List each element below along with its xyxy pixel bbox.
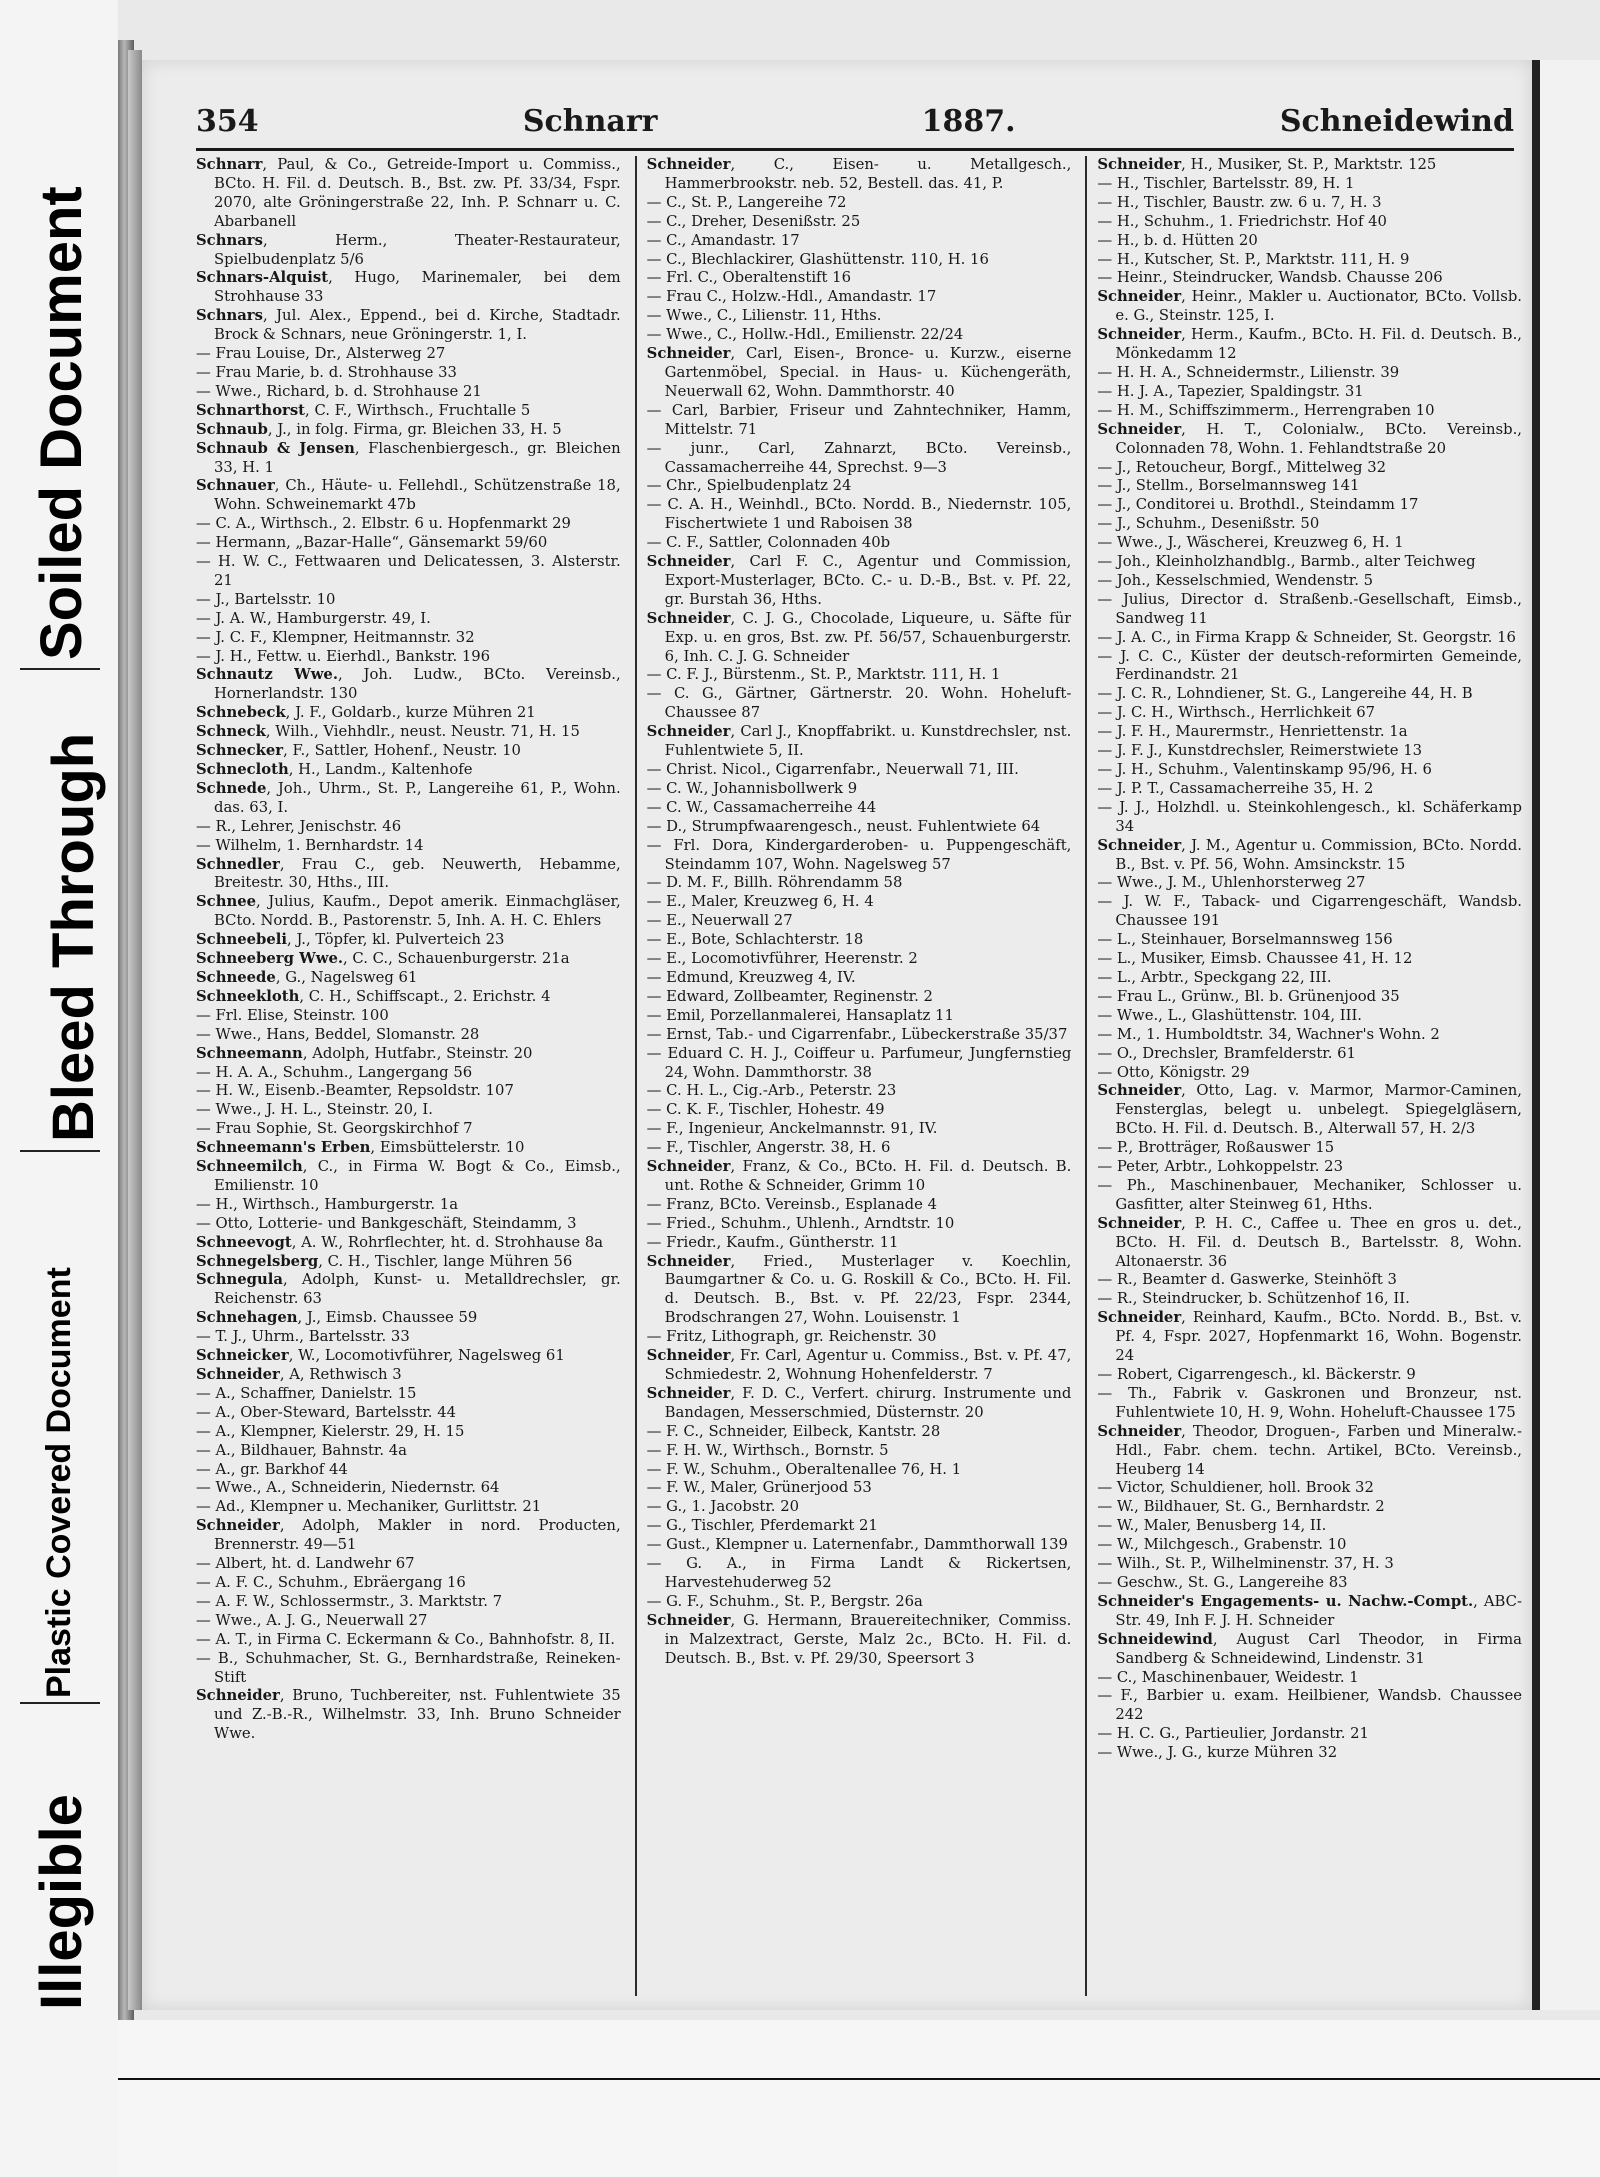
directory-entry: — C. W., Johannisbollwerk 9 bbox=[646, 779, 858, 797]
directory-entry: Schnebeck, J. F., Goldarb., kurze Mühren 21 bbox=[196, 704, 536, 722]
directory-entry: — C., Maschinenbauer, Weidestr. 1 bbox=[1097, 1668, 1359, 1686]
directory-entry: — Christ. Nicol., Cigarrenfabr., Neuerwall 71, III. bbox=[646, 761, 1019, 778]
directory-entry: — R., Lehrer, Jenischstr. 46 bbox=[196, 817, 402, 835]
directory-entry: — Emil, Porzellanmalerei, Hansaplatz 11 bbox=[646, 1006, 954, 1024]
directory-entry: Schneemann's Erben, Eimsbüttelerstr. 10 bbox=[196, 1139, 525, 1157]
directory-entry: — Frau Louise, Dr., Alsterweg 27 bbox=[196, 345, 446, 363]
directory-entry: — Wwe., J. H. L., Steinstr. 20, I. bbox=[196, 1101, 433, 1119]
directory-entry: — C., Dreher, Desenißstr. 25 bbox=[646, 212, 861, 230]
directory-entry: — Chr., Spielbudenplatz 24 bbox=[646, 477, 852, 495]
directory-entry: — A., Ober-Steward, Bartelsstr. 44 bbox=[196, 1403, 457, 1421]
directory-entry: — F., Ingenieur, Anckelmannstr. 91, IV. bbox=[646, 1120, 938, 1138]
directory-entry: — B., Schuhmacher, St. G., Bernhardstraße, Reineken-Stift bbox=[196, 1649, 621, 1686]
directory-entry: — C., Amandastr. 17 bbox=[646, 231, 800, 249]
directory-entry: — H., Tischler, Bartelsstr. 89, H. 1 bbox=[1097, 174, 1355, 192]
directory-entry: — M., 1. Humboldtstr. 34, Wachner's Wohn. 2 bbox=[1097, 1025, 1440, 1043]
directory-entry: — F. W., Schuhm., Oberaltenallee 76, H. 1 bbox=[646, 1460, 962, 1478]
directory-entry: Schneider, C., Eisen- u. Metallgesch., Hammerbrookstr. neb. 52, Bestell. das. 41, P. bbox=[646, 156, 1072, 192]
guide-word-right: Schneidewind bbox=[1279, 104, 1514, 139]
directory-entry: — Wwe., J. G., kurze Mühren 32 bbox=[1097, 1744, 1338, 1762]
directory-entry: — J. F. H., Maurermstr., Henriettenstr. 1a bbox=[1097, 723, 1408, 741]
directory-entry: — Wilh., St. P., Wilhelminenstr. 37, H. 3 bbox=[1097, 1555, 1394, 1573]
directory-entry: — G. A., in Firma Landt & Rickertsen, Harvestehuderweg 52 bbox=[646, 1555, 1072, 1591]
directory-entry: — G., 1. Jacobstr. 20 bbox=[646, 1498, 800, 1516]
directory-entry: — Wilhelm, 1. Bernhardstr. 14 bbox=[196, 836, 424, 854]
directory-entry: — Frl. Dora, Kindergarderoben- u. Puppengeschäft, Steindamm 107, Wohn. Nagelsweg 57 bbox=[646, 836, 1072, 873]
directory-entry: — W., Milchgesch., Grabenstr. 10 bbox=[1097, 1536, 1347, 1554]
directory-entry: — O., Drechsler, Bramfelderstr. 61 bbox=[1097, 1044, 1356, 1062]
directory-entry: Schneebeli, J., Töpfer, kl. Pulverteich 23 bbox=[196, 931, 505, 949]
directory-entry: — Joh., Kleinholzhandblg., Barmb., alter Teichweg bbox=[1097, 553, 1476, 571]
directory-entry: — W., Bildhauer, St. G., Bernhardstr. 2 bbox=[1097, 1498, 1385, 1516]
directory-entry: Schneidewind, August Carl Theodor, in Firma Sandberg & Schneidewind, Lindenstr. 31 bbox=[1097, 1630, 1523, 1667]
directory-entry: Schneider, Herm., Kaufm., BCto. H. Fil. d. Deutsch. B., Mönkedamm 12 bbox=[1097, 326, 1523, 363]
directory-entry: — Julius, Director d. Straßenb.-Gesellschaft, Eimsb., Sandweg 11 bbox=[1097, 590, 1523, 627]
directory-entry: Schnee, Julius, Kaufm., Depot amerik. Einmachgläser, BCto. Nordd. B., Pastorenstr. 5, Inh. A. H. C. Ehlers bbox=[196, 893, 621, 930]
directory-entry: Schneider, H., Musiker, St. P., Marktstr. 125 bbox=[1097, 156, 1437, 173]
directory-entry: Schneider, P. H. C., Caffee u. Thee en gros u. det., BCto. H. Fil. d. Deutsch B., Bartelsstr. 8, Wohn. Altonaerstr. 36 bbox=[1097, 1214, 1523, 1270]
directory-entry: — E., Maler, Kreuzweg 6, H. 4 bbox=[646, 893, 874, 911]
label-separator bbox=[20, 1702, 100, 1704]
label-soiled-document: Soiled Document bbox=[29, 186, 94, 660]
directory-entry: — J. P. T., Cassamacherreihe 35, H. 2 bbox=[1097, 779, 1374, 797]
directory-entry: Schnedler, Frau C., geb. Neuwerth, Hebamme, Breitestr. 30, Hths., III. bbox=[196, 855, 621, 892]
directory-entry: — A., Klempner, Kielerstr. 29, H. 15 bbox=[196, 1422, 465, 1440]
directory-entry: — J., Conditorei u. Brothdl., Steindamm 17 bbox=[1097, 496, 1419, 514]
directory-entry: — Franz, BCto. Vereinsb., Esplanade 4 bbox=[646, 1195, 938, 1213]
label-separator bbox=[20, 1150, 100, 1152]
directory-entry: — C. H. L., Cig.-Arb., Peterstr. 23 bbox=[646, 1082, 897, 1100]
directory-entry: Schneider, Bruno, Tuchbereiter, nst. Fuhlentwiete 35 und Z.-B.-R., Wilhelmstr. 33, Inh. Bruno Schneider Wwe. bbox=[196, 1687, 621, 1743]
book-page-edge bbox=[128, 50, 142, 2010]
label-separator bbox=[20, 668, 100, 670]
directory-entry: — Hermann, „Bazar-Halle“, Gänsemarkt 59/60 bbox=[196, 534, 548, 552]
directory-entry: — A. T., in Firma C. Eckermann & Co., Bahnhofstr. 8, II. bbox=[196, 1630, 615, 1648]
directory-entry: — J., Retoucheur, Borgf., Mittelweg 32 bbox=[1097, 458, 1387, 476]
directory-entry: — R., Steindrucker, b. Schützenhof 16, II. bbox=[1097, 1290, 1410, 1308]
directory-entry: — C. A., Wirthsch., 2. Elbstr. 6 u. Hopfenmarkt 29 bbox=[196, 515, 571, 533]
directory-entry: Schneider, F. D. C., Verfert. chirurg. Instrumente und Bandagen, Messerschmied, Düsternstr. 20 bbox=[646, 1384, 1072, 1421]
directory-entry: — J. A. C., in Firma Krapp & Schneider, St. Georgstr. 16 bbox=[1097, 628, 1516, 646]
directory-entry: Schnecker, F., Sattler, Hohenf., Neustr. 10 bbox=[196, 742, 521, 760]
directory-entry: — Otto, Königstr. 29 bbox=[1097, 1063, 1250, 1081]
directory-entry: Schneemilch, C., in Firma W. Bogt & Co., Eimsb., Emilienstr. 10 bbox=[196, 1158, 621, 1194]
directory-entry: — Edward, Zollbeamter, Reginenstr. 2 bbox=[646, 987, 933, 1005]
directory-entry: — T. J., Uhrm., Bartelsstr. 33 bbox=[196, 1328, 410, 1346]
directory-entry: Schneider, J. M., Agentur u. Commission, BCto. Nordd. B., Bst. v. Pf. 56, Wohn. Amsinckstr. 15 bbox=[1097, 836, 1523, 873]
directory-entry: — Joh., Kesselschmied, Wendenstr. 5 bbox=[1097, 571, 1374, 589]
directory-entry: — F. C., Schneider, Eilbeck, Kantstr. 28 bbox=[646, 1422, 941, 1440]
directory-entry: — junr., Carl, Zahnarzt, BCto. Vereinsb., Cassamacherreihe 44, Sprechst. 9—3 bbox=[646, 439, 1072, 476]
directory-entry: — H. A. A., Schuhm., Langergang 56 bbox=[196, 1063, 473, 1081]
page-year: 1887. bbox=[921, 104, 1016, 139]
directory-entry: — F. H. W., Wirthsch., Bornstr. 5 bbox=[646, 1441, 889, 1459]
directory-entry: Schnauer, Ch., Häute- u. Fellehdl., Schützenstraße 18, Wohn. Schweinemarkt 47b bbox=[196, 477, 621, 514]
directory-entry: — Wwe., A. J. G., Neuerwall 27 bbox=[196, 1611, 428, 1629]
directory-entry: — J. H., Fettw. u. Eierhdl., Bankstr. 196 bbox=[196, 647, 491, 665]
directory-entry: — L., Musiker, Eimsb. Chaussee 41, H. 12 bbox=[1097, 950, 1413, 968]
directory-entry: — H. H. A., Schneidermstr., Lilienstr. 39 bbox=[1097, 363, 1400, 381]
directory-entry: — Eduard C. H. J., Coiffeur u. Parfumeur, Jungfernstieg 24, Wohn. Dammthorstr. 38 bbox=[646, 1044, 1072, 1081]
directory-entry: Schneider, Franz, & Co., BCto. H. Fil. d. Deutsch. B. unt. Rothe & Schneider, Grimm 10 bbox=[646, 1158, 1072, 1194]
directory-entry: — Frau L., Grünw., Bl. b. Grünenjood 35 bbox=[1097, 987, 1400, 1005]
adjacent-page bbox=[1540, 60, 1600, 2010]
directory-entry: — Th., Fabrik v. Gaskronen und Bronzeur, nst. Fuhlentwiete 10, H. 9, Wohn. Hoheluft-Chaussee 175 bbox=[1097, 1384, 1523, 1421]
directory-entry: — G. F., Schuhm., St. P., Bergstr. 26a bbox=[646, 1592, 923, 1610]
scan-background bbox=[118, 2020, 1600, 2177]
directory-entry: — C., Blechlackirer, Glashüttenstr. 110, H. 16 bbox=[646, 250, 989, 268]
label-illegible: Illegible bbox=[29, 1794, 94, 2010]
directory-entry: Schneemann, Adolph, Hutfabr., Steinstr. 20 bbox=[196, 1044, 533, 1062]
directory-entry: — J. F. J., Kunstdrechsler, Reimerstwiete 13 bbox=[1097, 742, 1423, 760]
directory-entry: — Fritz, Lithograph, gr. Reichenstr. 30 bbox=[646, 1328, 937, 1346]
directory-entry: Schnecloth, H., Landm., Kaltenhofe bbox=[196, 761, 473, 778]
directory-entry: Schnarr, Paul, & Co., Getreide-Import u. Commiss., BCto. H. Fil. d. Deutsch. B., Bst. zw. Pf. 33/34, Fspr. 2070, alte Gröningerstraße 22, Inh. P. Schnarr u. C. Abarbanell bbox=[196, 156, 621, 230]
directory-entry: — Carl, Barbier, Friseur und Zahntechniker, Hamm, Mittelstr. 71 bbox=[646, 401, 1072, 438]
directory-entry: Schneck, Wilh., Viehhdlr., neust. Neustr. 71, H. 15 bbox=[196, 723, 580, 741]
directory-entry: — H., Kutscher, St. P., Marktstr. 111, H. 9 bbox=[1097, 250, 1410, 268]
directory-entry: — Wwe., C., Hollw.-Hdl., Emilienstr. 22/24 bbox=[646, 326, 964, 344]
directory-entry: — C. K. F., Tischler, Hohestr. 49 bbox=[646, 1101, 885, 1119]
directory-entry: — J. J., Holzhdl. u. Steinkohlengesch., kl. Schäferkamp 34 bbox=[1097, 798, 1523, 835]
column-right bbox=[1085, 156, 1522, 1996]
directory-entry: Schneider, G. Hermann, Brauereitechniker, Commiss. in Malzextract, Gerste, Malz 2c., BCto. H. Fil. d. Deutsch. B., Bst. v. Pf. 29/30, Speersort 3 bbox=[646, 1611, 1072, 1667]
directory-entry: — W., Maler, Benusberg 14, II. bbox=[1097, 1517, 1327, 1535]
directory-entry: Schneider, Fr. Carl, Agentur u. Commiss., Bst. v. Pf. 47, Schmiedestr. 2, Wohnung Hohenfelderstr. 7 bbox=[646, 1347, 1072, 1383]
entry-columns bbox=[196, 156, 1522, 1996]
directory-entry: — H., Tischler, Baustr. zw. 6 u. 7, H. 3 bbox=[1097, 193, 1382, 211]
directory-entry: — Ernst, Tab.- und Cigarrenfabr., Lübeckerstraße 35/37 bbox=[646, 1025, 1068, 1043]
directory-entry: Schneider, Otto, Lag. v. Marmor, Marmor-Caminen, Fensterglas, belegt u. unbelegt. Spiegelgläsern, BCto. H. Fil. d. Deutsch. B., Alterwall 57, H. 2/3 bbox=[1097, 1082, 1523, 1138]
directory-entry: — Victor, Schuldiener, holl. Brook 32 bbox=[1097, 1479, 1374, 1497]
directory-entry: — H., Wirthsch., Hamburgerstr. 1a bbox=[196, 1195, 459, 1213]
directory-entry: Schneider, Carl, Eisen-, Bronce- u. Kurzw., eiserne Gartenmöbel, Special. in Haus- u. Küchengeräth, Neuerwall 62, Wohn. Dammthorstr. 40 bbox=[646, 345, 1072, 400]
directory-entry: — Frl. Elise, Steinstr. 100 bbox=[196, 1006, 389, 1024]
directory-entry: — J., Stellm., Borselmannsweg 141 bbox=[1097, 477, 1360, 495]
directory-entry: — Wwe., C., Lilienstr. 11, Hths. bbox=[646, 307, 882, 325]
directory-entry: Schneider, Heinr., Makler u. Auctionator, BCto. Vollsb. e. G., Steinstr. 125, I. bbox=[1097, 288, 1523, 325]
directory-entry: — R., Beamter d. Gaswerke, Steinhöft 3 bbox=[1097, 1271, 1397, 1289]
directory-entry: — C. W., Cassamacherreihe 44 bbox=[646, 798, 877, 816]
directory-entry: — Wwe., Hans, Beddel, Slomanstr. 28 bbox=[196, 1025, 480, 1043]
directory-entry: — Otto, Lotterie- und Bankgeschäft, Steindamm, 3 bbox=[196, 1214, 577, 1232]
directory-entry: Schnarthorst, C. F., Wirthsch., Fruchtalle 5 bbox=[196, 401, 531, 419]
directory-entry: — A., Bildhauer, Bahnstr. 4a bbox=[196, 1441, 407, 1459]
directory-entry: — F., Tischler, Angerstr. 38, H. 6 bbox=[646, 1139, 891, 1157]
directory-entry: — H., b. d. Hütten 20 bbox=[1097, 231, 1258, 249]
directory-entry: Schneekloth, C. H., Schiffscapt., 2. Erichstr. 4 bbox=[196, 987, 551, 1005]
directory-entry: Schneeberg Wwe., C. C., Schauenburgerstr. 21a bbox=[196, 950, 570, 968]
directory-entry: — H. C. G., Partieulier, Jordanstr. 21 bbox=[1097, 1725, 1369, 1743]
directory-entry: Schnede, Joh., Uhrm., St. P., Langereihe 61, P., Wohn. das. 63, I. bbox=[196, 779, 621, 816]
directory-entry: — Wwe., A., Schneiderin, Niedernstr. 64 bbox=[196, 1479, 500, 1497]
directory-entry: — H., Schuhm., 1. Friedrichstr. Hof 40 bbox=[1097, 212, 1387, 230]
directory-entry: Schneider, Carl F. C., Agentur und Commission, Export-Musterlager, BCto. C.- u. D.-B., Bst. v. Pf. 22, gr. Burstah 36, Hths. bbox=[646, 553, 1072, 608]
directory-entry: — H. W. C., Fettwaaren und Delicatessen, 3. Alsterstr. 21 bbox=[196, 553, 621, 589]
directory-entry: — Peter, Arbtr., Lohkoppelstr. 23 bbox=[1097, 1158, 1343, 1176]
guide-word-left: Schnarr bbox=[522, 104, 658, 139]
directory-entry: — A. F. W., Schlossermstr., 3. Marktstr. 7 bbox=[196, 1592, 503, 1610]
directory-entry: — Ad., Klempner u. Mechaniker, Gurlittstr. 21 bbox=[196, 1498, 542, 1516]
directory-entry: Schneider's Engagements- u. Nachw.-Compt., ABC-Str. 49, Inh F. J. H. Schneider bbox=[1097, 1592, 1523, 1629]
directory-entry: — C., St. P., Langereihe 72 bbox=[646, 193, 847, 211]
column-left bbox=[196, 156, 621, 1996]
directory-entry: — E., Locomotivführer, Heerenstr. 2 bbox=[646, 950, 918, 968]
gutter-shadow bbox=[1532, 60, 1540, 2010]
directory-entry: — Wwe., J. M., Uhlenhorsterweg 27 bbox=[1097, 874, 1366, 892]
directory-entry: — G., Tischler, Pferdemarkt 21 bbox=[646, 1517, 878, 1535]
directory-entry: — C. G., Gärtner, Gärtnerstr. 20. Wohn. Hoheluft-Chaussee 87 bbox=[646, 685, 1072, 722]
directory-entry: Schnaub & Jensen, Flaschenbiergesch., gr. Bleichen 33, H. 1 bbox=[196, 439, 621, 476]
directory-entry: Schnars, Jul. Alex., Eppend., bei d. Kirche, Stadtadr. Brock & Schnars, neue Gröningerstr. 1, I. bbox=[196, 307, 621, 344]
directory-entry: — Friedr., Kaufm., Güntherstr. 11 bbox=[646, 1233, 899, 1251]
directory-entry: — J. C. C., Küster der deutsch-reformirten Gemeinde, Ferdinandstr. 21 bbox=[1097, 647, 1523, 684]
column-middle bbox=[635, 156, 1072, 1996]
label-plastic-covered: Plastic Covered Document bbox=[40, 1267, 78, 1698]
directory-entry: Schnautz Wwe., Joh. Ludw., BCto. Vereinsb., Hornerlandstr. 130 bbox=[196, 666, 621, 703]
directory-entry: — Wwe., L., Glashüttenstr. 104, III. bbox=[1097, 1006, 1363, 1024]
directory-entry: — A., gr. Barkhof 44 bbox=[196, 1460, 348, 1478]
directory-entry: — J., Bartelsstr. 10 bbox=[196, 590, 336, 608]
directory-entry: Schneider, H. T., Colonialw., BCto. Vereinsb., Colonnaden 78, Wohn. 1. Fehlandtstraße 20 bbox=[1097, 420, 1523, 457]
directory-entry: — P., Brotträger, Roßauswег 15 bbox=[1097, 1139, 1335, 1157]
directory-entry: — Frau Sophie, St. Georgskirchhof 7 bbox=[196, 1120, 473, 1138]
directory-entry: — A. F. C., Schuhm., Ebräergang 16 bbox=[196, 1573, 466, 1591]
directory-entry: — J. C. H., Wirthsch., Herrlichkeit 67 bbox=[1097, 704, 1376, 722]
directory-entry: Schnars, Herm., Theater-Restaurateur, Spielbudenplatz 5/6 bbox=[196, 231, 621, 268]
directory-entry: Schneider, Fried., Musterlager v. Koechlin, Baumgartner & Co. u. G. Roskill & Co., BCto. H. Fil. d. Deutsch. B., Bst. v. Pf. 22/23, Fspr. 2344, Brodschrangen 27, Wohn. Louisenstr. 1 bbox=[646, 1252, 1072, 1327]
directory-entry: Schneider, Theodor, Droguen-, Farben und Mineralw.-Hdl., Fabr. chem. techn. Artikel, BCto. Vereinsb., Heuberg 14 bbox=[1097, 1422, 1523, 1478]
directory-entry: — Robert, Cigarrengesch., kl. Bäckerstr. 9 bbox=[1097, 1366, 1416, 1383]
directory-entry: — Ph., Maschinenbauer, Mechaniker, Schlosser u. Gasfitter, alter Steinweg 61, Hths. bbox=[1097, 1176, 1523, 1213]
directory-entry: — Gust., Klempner u. Laternenfabr., Dammthorwall 139 bbox=[646, 1536, 1068, 1554]
directory-entry: — J., Schuhm., Desenißstr. 50 bbox=[1097, 515, 1320, 533]
directory-entry: — Frl. C., Oberaltenstift 16 bbox=[646, 269, 852, 287]
directory-entry: — C. A. H., Weinhdl., BCto. Nordd. B., Niedernstr. 105, Fischertwiete 1 und Raboisen 38 bbox=[646, 496, 1072, 533]
directory-page bbox=[142, 60, 1532, 2010]
directory-entry: Schnaub, J., in folg. Firma, gr. Bleichen 33, H. 5 bbox=[196, 420, 562, 438]
directory-entry: Schneider, A, Rethwisch 3 bbox=[196, 1366, 402, 1383]
directory-entry: — J. C. F., Klempner, Heitmannstr. 32 bbox=[196, 628, 475, 646]
directory-entry: — E., Neuerwall 27 bbox=[646, 912, 793, 930]
directory-entry: — Heinr., Steindrucker, Wandsb. Chausse 206 bbox=[1097, 269, 1443, 287]
directory-entry: — H. M., Schiffszimmerm., Herrengraben 10 bbox=[1097, 401, 1435, 419]
directory-entry: — A., Schaffner, Danielstr. 15 bbox=[196, 1384, 417, 1402]
directory-entry: Schneider, C. J. G., Chocolade, Liqueure, u. Säfte für Exp. u. en gros, Bst. zw. Pf. 56/57, Schauenburgerstr. 6, Inh. C. J. G. Schneider bbox=[646, 609, 1072, 665]
directory-entry: Schneider, Reinhard, Kaufm., BCto. Nordd. B., Bst. v. Pf. 4, Fspr. 2027, Hopfenmarkt 16, Wohn. Bogenstr. 24 bbox=[1097, 1309, 1523, 1365]
directory-entry: Schneevogt, A. W., Rohrflechter, ht. d. Strohhause 8a bbox=[196, 1233, 604, 1251]
directory-entry: — F. W., Maler, Grünerjood 53 bbox=[646, 1479, 872, 1497]
directory-entry: — Frau C., Holzw.-Hdl., Amandastr. 17 bbox=[646, 288, 937, 306]
page-number: 354 bbox=[196, 104, 259, 139]
directory-entry: — Albert, ht. d. Landwehr 67 bbox=[196, 1555, 415, 1573]
directory-entry: Schneicker, W., Locomotivführer, Nagelsweg 61 bbox=[196, 1347, 565, 1365]
directory-entry: — F., Barbier u. exam. Heilbiener, Wandsb. Chaussee 242 bbox=[1097, 1687, 1523, 1724]
scan-edge-line bbox=[118, 2078, 1600, 2080]
directory-entry: — Geschw., St. G., Langereihe 83 bbox=[1097, 1573, 1348, 1591]
directory-entry: — Edmund, Kreuzweg 4, IV. bbox=[646, 968, 856, 986]
directory-entry: — Frau Marie, b. d. Strohhause 33 bbox=[196, 363, 457, 381]
directory-entry: — D. M. F., Billh. Röhrendamm 58 bbox=[646, 874, 903, 892]
directory-entry: — Wwe., J., Wäscherei, Kreuzweg 6, H. 1 bbox=[1097, 534, 1404, 552]
header-rule bbox=[196, 148, 1514, 151]
label-bleed-through: Bleed Through bbox=[41, 732, 106, 1142]
directory-entry: — L., Arbtr., Speckgang 22, III. bbox=[1097, 968, 1332, 986]
directory-entry: — H. J. A., Tapezier, Spaldingstr. 31 bbox=[1097, 382, 1364, 400]
directory-entry: — J. W. F., Taback- und Cigarrengeschäft, Wandsb. Chaussee 191 bbox=[1097, 893, 1523, 930]
directory-entry: Schneider, Adolph, Makler in nord. Producten, Brennerstr. 49—51 bbox=[196, 1517, 621, 1554]
directory-entry: Schnegula, Adolph, Kunst- u. Metalldrechsler, gr. Reichenstr. 63 bbox=[196, 1271, 621, 1308]
directory-entry: Schnegelsberg, C. H., Tischler, lange Mühren 56 bbox=[196, 1252, 573, 1270]
directory-entry: — Fried., Schuhm., Uhlenh., Arndtstr. 10 bbox=[646, 1214, 955, 1232]
scan-defect-labels bbox=[0, 0, 118, 2177]
directory-entry: — J. H., Schuhm., Valentinskamp 95/96, H. 6 bbox=[1097, 761, 1432, 778]
directory-entry: — Wwe., Richard, b. d. Strohhause 21 bbox=[196, 382, 482, 400]
directory-entry: Schnehagen, J., Eimsb. Chaussee 59 bbox=[196, 1309, 478, 1327]
directory-entry: — D., Strumpfwaarengesch., neust. Fuhlentwiete 64 bbox=[646, 817, 1041, 835]
directory-entry: — E., Bote, Schlachterstr. 18 bbox=[646, 931, 864, 949]
directory-entry: — C. F., Sattler, Colonnaden 40b bbox=[646, 534, 891, 552]
directory-entry: Schnars-Alquist, Hugo, Marinemaler, bei dem Strohhause 33 bbox=[196, 269, 621, 306]
directory-entry: — J. C. R., Lohndiener, St. G., Langereihe 44, H. B bbox=[1097, 685, 1473, 703]
directory-entry: — H. W., Eisenb.-Beamter, Repsoldstr. 107 bbox=[196, 1082, 514, 1100]
directory-entry: Schneede, G., Nagelsweg 61 bbox=[196, 968, 418, 986]
directory-entry: — L., Steinhauer, Borselmannsweg 156 bbox=[1097, 931, 1393, 949]
directory-entry: — J. A. W., Hamburgerstr. 49, I. bbox=[196, 609, 431, 627]
directory-entry: Schneider, Carl J., Knopffabrikt. u. Kunstdrechsler, nst. Fuhlentwiete 5, II. bbox=[646, 723, 1072, 760]
directory-entry: — C. F. J., Bürstenm., St. P., Marktstr. 111, H. 1 bbox=[646, 666, 1001, 684]
page-header bbox=[196, 104, 1514, 144]
